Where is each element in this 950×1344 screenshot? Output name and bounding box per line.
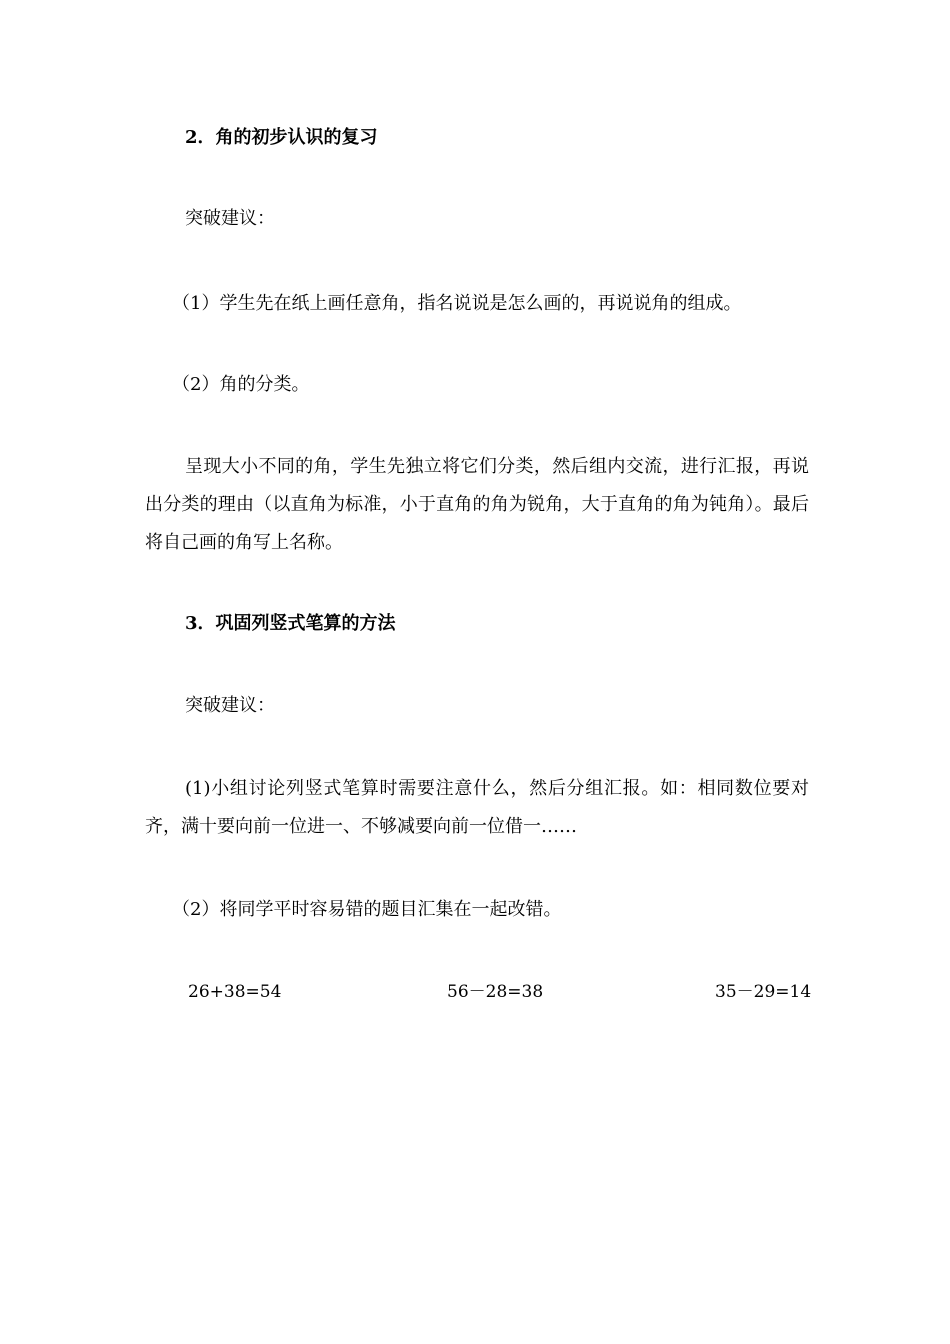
equation-2: 56－28=38 bbox=[447, 982, 544, 1002]
equation-1: 26+38=54 bbox=[188, 982, 282, 1002]
section-2-item-2: （2）角的分类。 bbox=[172, 374, 310, 395]
section-3-item-1: (1)小组讨论列竖式笔算时需要注意什么，然后分组汇报。如：相同数位要对齐，满十要向前一位进一、不够减要向前一位借一…… bbox=[145, 778, 809, 837]
section-3-heading: 3．巩固列竖式笔算的方法 bbox=[185, 613, 396, 634]
section-3-suggestion-label: 突破建议： bbox=[185, 695, 275, 716]
section-2-heading: 2．角的初步认识的复习 bbox=[185, 127, 378, 148]
section-3-item-2: （2）将同学平时容易错的题目汇集在一起改错。 bbox=[172, 899, 562, 920]
section-2-item-1: （1）学生先在纸上画任意角，指名说说是怎么画的，再说说角的组成。 bbox=[172, 293, 742, 314]
section-2-paragraph: 呈现大小不同的角，学生先独立将它们分类，然后组内交流，进行汇报，再说出分类的理由（以直角为标准，小于直角的角为锐角，大于直角的角为钝角）。最后将自己画的角写上名称。 bbox=[145, 456, 809, 553]
equation-3: 35－29=14 bbox=[715, 982, 812, 1002]
section-2-suggestion-label: 突破建议： bbox=[185, 208, 275, 229]
